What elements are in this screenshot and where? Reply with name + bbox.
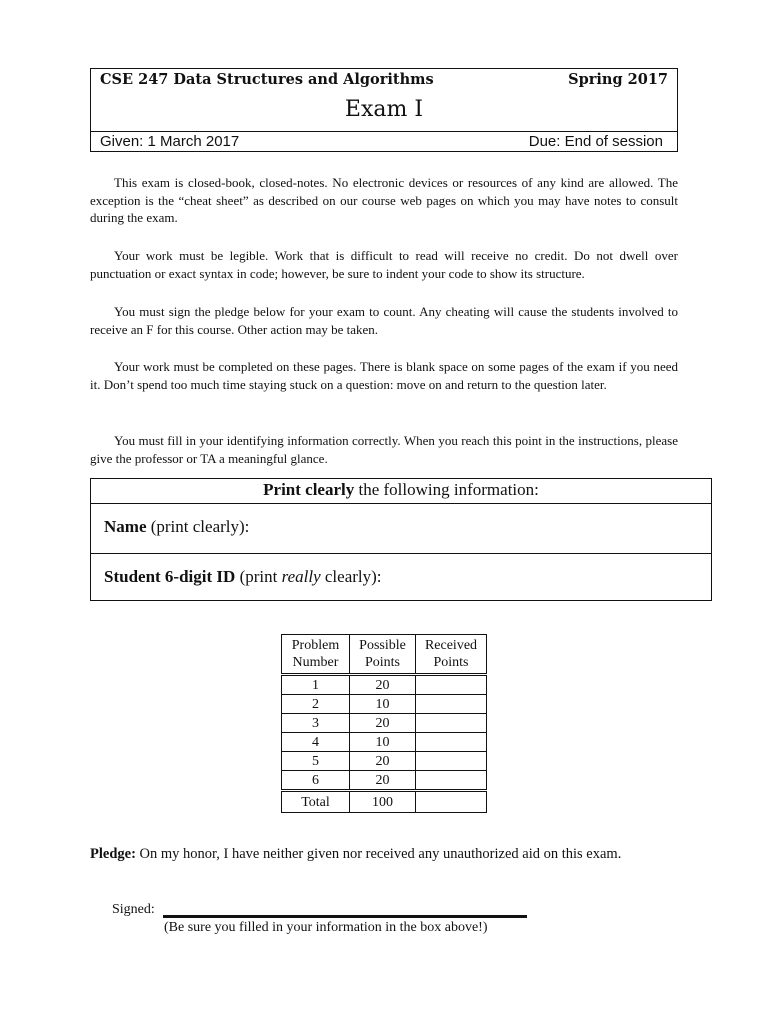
instruction-paragraph: You must fill in your identifying information correctly. When you reach this point in the instructions, please give the professor or TA a meaningful glance. — [90, 433, 678, 466]
possible-points-cell: 20 — [350, 771, 416, 791]
heading-rest: the following information: — [354, 480, 539, 499]
exam-title: Exam I — [344, 97, 424, 122]
score-table — [281, 634, 487, 813]
received-points-cell[interactable] — [416, 771, 487, 791]
table-row — [282, 695, 487, 714]
received-points-cell[interactable] — [416, 675, 487, 695]
table-row — [282, 771, 487, 791]
problem-number-cell: 3 — [282, 714, 350, 733]
signature-line[interactable] — [163, 915, 527, 918]
possible-points-cell: 10 — [350, 733, 416, 752]
header-received-points: Received Points — [416, 635, 487, 675]
instruction-paragraph: You must sign the pledge below for your exam to count. Any cheating will cause the students involved to receive an F for this course. Other action may be taken. — [90, 304, 678, 337]
possible-points-cell: 20 — [350, 675, 416, 695]
id-label-bold: Student 6-digit ID — [104, 567, 236, 586]
id-label-pre: (print — [235, 567, 282, 586]
heading-bold: Print clearly — [263, 480, 355, 499]
total-row — [282, 791, 487, 813]
course-title: CSE 247 Data Structures and Algorithms — [100, 71, 434, 88]
id-label-italic: really — [281, 567, 321, 586]
instruction-paragraph: Your work must be completed on these pages. There is blank space on some pages of the exam if you need it. Don’t spend too much time staying stuck on a question: move on and return to the question later. — [90, 359, 678, 392]
given-date: Given: 1 March 2017 — [100, 133, 240, 150]
table-row — [282, 675, 487, 695]
signed-label: Signed: — [112, 902, 155, 917]
info-box-heading — [91, 479, 711, 504]
term-label: Spring 2017 — [568, 71, 668, 88]
problem-number-cell: 4 — [282, 733, 350, 752]
student-id-field[interactable] — [91, 553, 711, 603]
possible-points-cell: 10 — [350, 695, 416, 714]
problem-number-cell: 2 — [282, 695, 350, 714]
id-label-post: clearly): — [320, 567, 382, 586]
total-possible-cell: 100 — [350, 791, 416, 813]
total-received-cell[interactable] — [416, 791, 487, 813]
received-points-cell[interactable] — [416, 695, 487, 714]
score-table-header — [282, 635, 487, 675]
signature-note: (Be sure you filled in your information in the box above!) — [164, 920, 488, 935]
instruction-paragraph: This exam is closed-book, closed-notes. No electronic devices or resources of any kind are allowed. The exception is the “cheat sheet” as described on our course web pages on which you may have notes to consult during the exam. — [90, 175, 678, 225]
table-row — [282, 752, 487, 771]
name-field[interactable] — [91, 503, 711, 554]
total-label: Total — [282, 791, 350, 813]
problem-number-cell: 1 — [282, 675, 350, 695]
problem-number-cell: 6 — [282, 771, 350, 791]
possible-points-cell: 20 — [350, 752, 416, 771]
name-label-bold: Name — [104, 517, 147, 536]
exam-header-box — [90, 68, 678, 152]
possible-points-cell: 20 — [350, 714, 416, 733]
instruction-paragraph: Your work must be legible. Work that is difficult to read will receive no credit. Do not dwell over punctuation or exact syntax in code; however, be sure to indent your code to show its structure. — [90, 248, 678, 281]
pledge-text: On my honor, I have neither given nor received any unauthorized aid on this exam. — [135, 846, 622, 862]
received-points-cell[interactable] — [416, 733, 487, 752]
received-points-cell[interactable] — [416, 752, 487, 771]
pledge-label: Pledge: — [90, 846, 136, 862]
table-row — [282, 733, 487, 752]
header-problem-number: Problem Number — [282, 635, 350, 675]
name-label-rest: (print clearly): — [146, 517, 250, 536]
student-info-box — [90, 478, 712, 601]
pledge-statement — [90, 846, 690, 863]
header-possible-points: Possible Points — [350, 635, 416, 675]
header-divider — [91, 131, 677, 132]
problem-number-cell: 5 — [282, 752, 350, 771]
table-row — [282, 714, 487, 733]
received-points-cell[interactable] — [416, 714, 487, 733]
due-label: Due: End of session — [528, 133, 663, 150]
